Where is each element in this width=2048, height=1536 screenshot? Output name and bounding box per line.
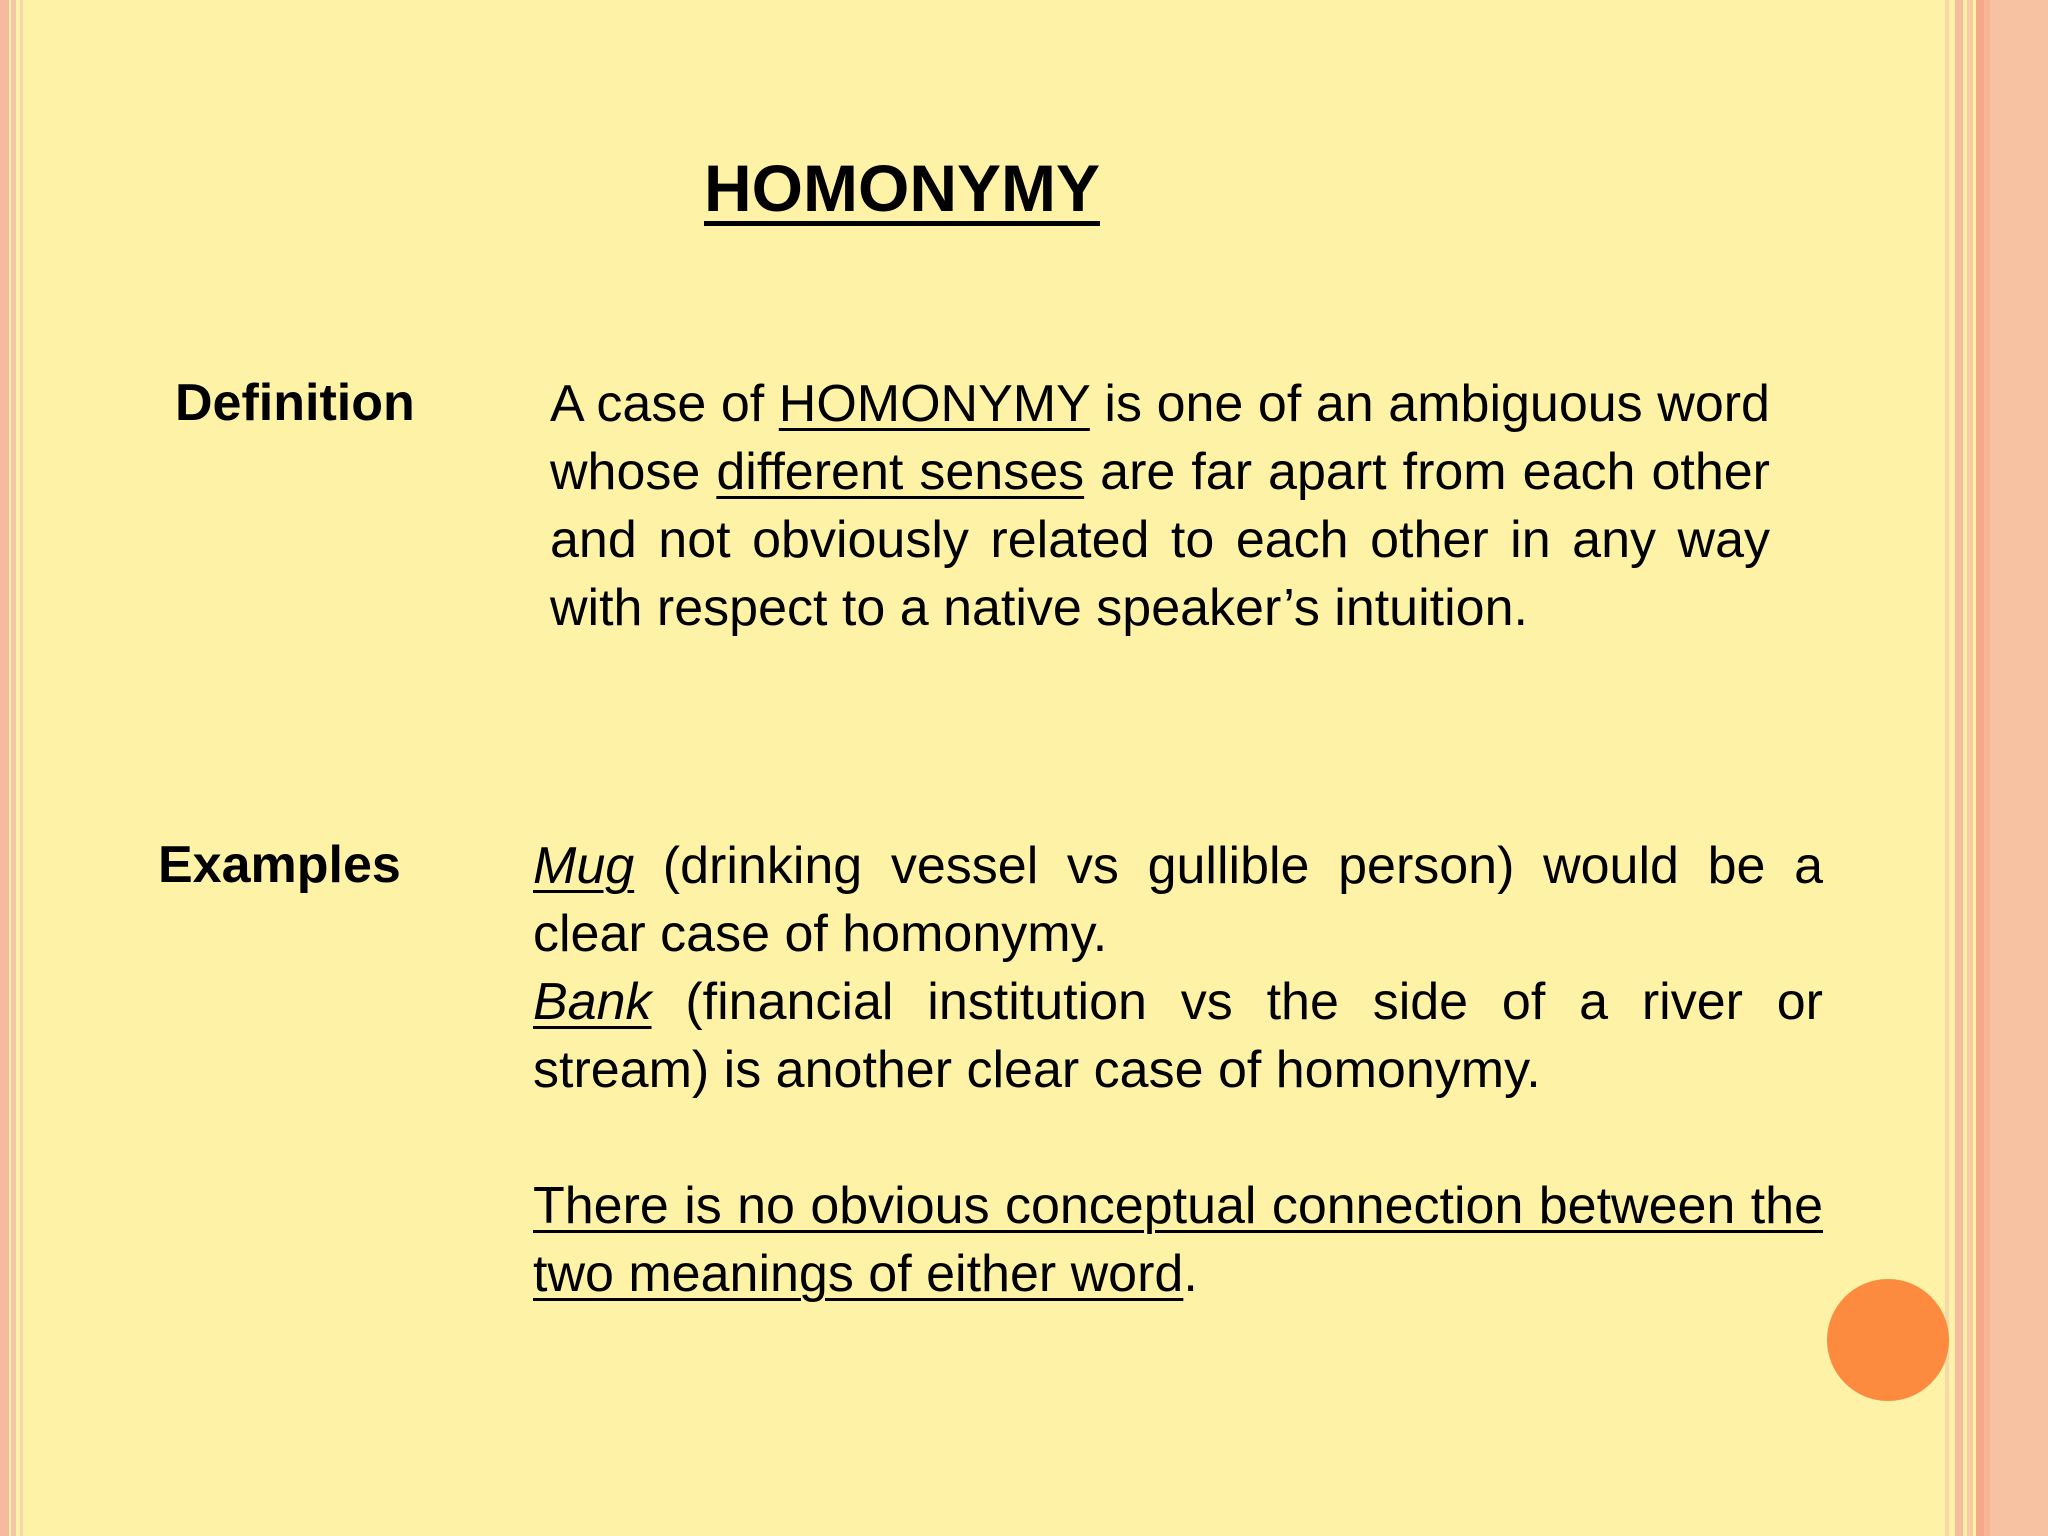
conclusion-period: . <box>1183 1245 1198 1303</box>
right-border-stripe <box>1990 0 2048 1536</box>
examples-text <box>533 832 1823 1308</box>
right-border-stripe <box>1955 0 1963 1536</box>
definition-text-part: is one of an ambiguous word whose <box>550 375 1770 501</box>
example-word: Bank <box>533 973 652 1031</box>
right-border-stripe <box>1967 0 1973 1536</box>
left-border-stripe <box>0 0 9 1536</box>
examples-label: Examples <box>158 836 401 894</box>
right-border-stripe <box>1945 0 1949 1536</box>
definition-label: Definition <box>175 374 415 432</box>
left-border-stripe <box>20 0 23 1536</box>
slide-title: HOMONYMY <box>704 151 1100 225</box>
example-description: (drinking vessel vs gullible person) would be a clear case of homonymy. <box>533 837 1823 963</box>
right-border-stripe <box>1976 0 1984 1536</box>
definition-text <box>550 370 1770 642</box>
example-word: Mug <box>533 837 635 895</box>
paragraph-spacer <box>533 1104 1823 1172</box>
example-description: (financial institution vs the side of a river or stream) is another clear case of homonymy. <box>533 973 1823 1099</box>
definition-term: HOMONYMY <box>778 375 1090 433</box>
example-item <box>533 968 1823 1104</box>
examples-conclusion <box>533 1172 1823 1308</box>
example-item <box>533 832 1823 968</box>
conclusion-text: There is no obvious conceptual connection between the two meanings of either word <box>533 1177 1823 1303</box>
left-border-stripe <box>11 0 16 1536</box>
decorative-circle <box>1827 1279 1949 1401</box>
definition-text-part: are far apart from each other and not obviously related to each other in any way with respect to a native speaker’s intuition. <box>550 443 1770 637</box>
definition-key-phrase: different senses <box>716 443 1085 501</box>
definition-text-part: A case of <box>550 375 779 433</box>
